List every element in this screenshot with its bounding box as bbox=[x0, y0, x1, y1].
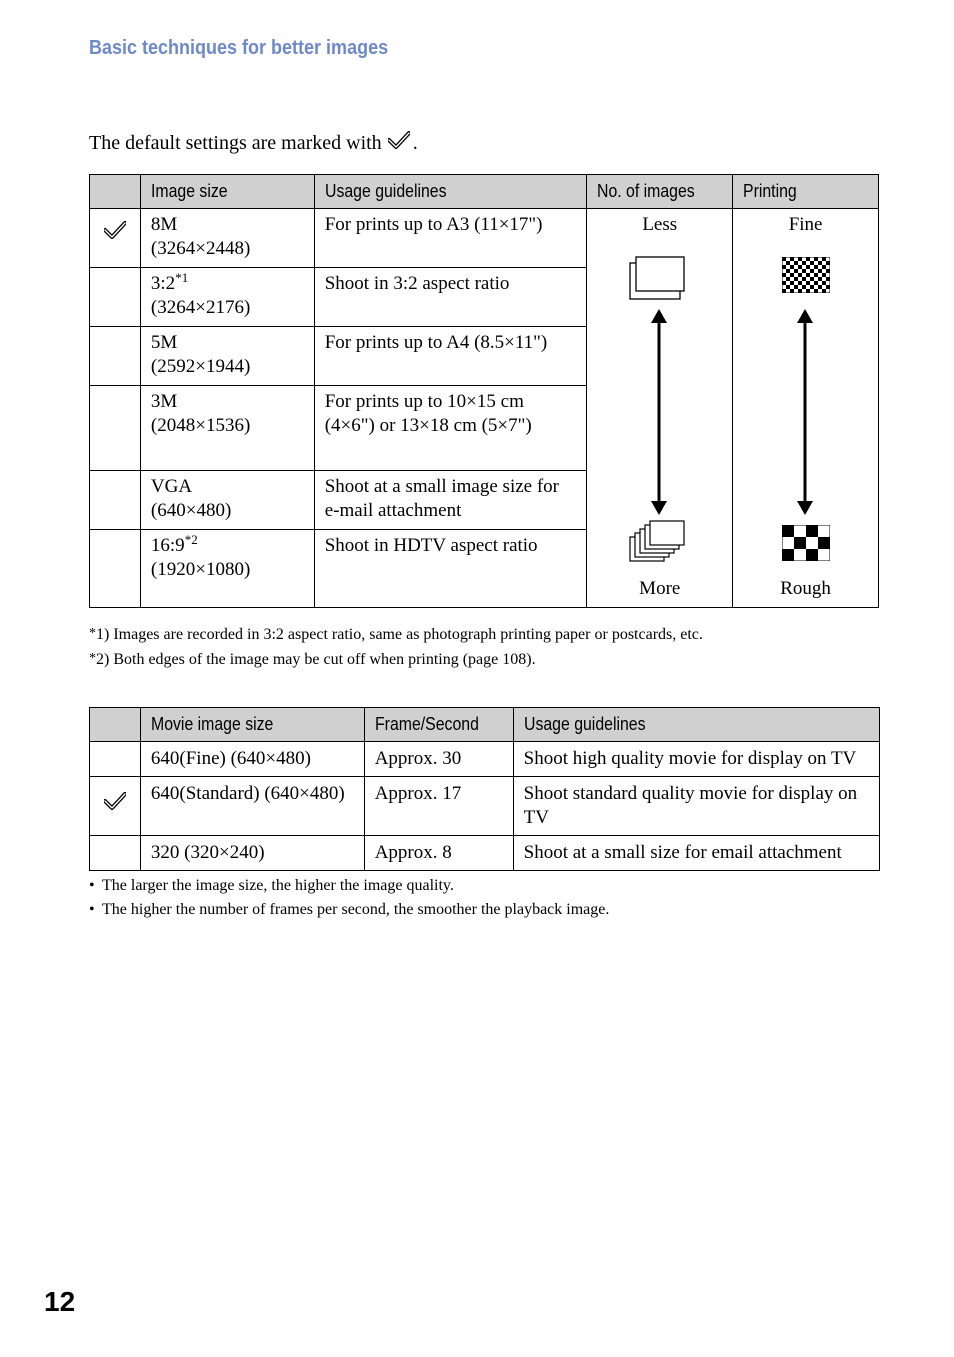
header-printing: Printing bbox=[733, 175, 879, 209]
fine-pattern-icon bbox=[782, 257, 830, 293]
header-usage-guidelines: Usage guidelines bbox=[314, 175, 587, 209]
check-cell bbox=[90, 836, 141, 871]
table-row bbox=[90, 209, 879, 268]
default-check-icon bbox=[388, 131, 410, 155]
header-check-column bbox=[90, 175, 141, 209]
usage-cell: Shoot at a small image size for e-mail attachment bbox=[314, 471, 587, 530]
single-image-icon bbox=[627, 255, 687, 303]
image-size-table bbox=[89, 174, 879, 608]
usage-cell: Shoot at a small size for email attachment bbox=[513, 836, 879, 871]
page-number: 12 bbox=[44, 1286, 76, 1317]
section-title: Basic techniques for better images bbox=[89, 37, 389, 59]
scale-less-label: Less bbox=[642, 214, 678, 235]
check-cell bbox=[90, 268, 141, 327]
scale-fine-label: Fine bbox=[788, 214, 823, 235]
header-image-size: Image size bbox=[140, 175, 314, 209]
check-cell bbox=[90, 386, 141, 471]
check-cell bbox=[90, 530, 141, 608]
movie-size-cell: 320 (320×240) bbox=[140, 836, 364, 871]
footnote-2: *2) Both edges of the image may be cut off when printing (page 108). bbox=[89, 651, 536, 668]
image-size-cell: 3M (2048×1536) bbox=[140, 386, 314, 471]
rough-pattern-icon bbox=[782, 525, 830, 561]
header-check-column bbox=[90, 708, 141, 742]
usage-cell: For prints up to 10×15 cm (4×6") or 13×18 cm (5×7") bbox=[314, 386, 587, 471]
header-frame-second: Frame/Second bbox=[364, 708, 513, 742]
usage-cell: Shoot high quality movie for display on TV bbox=[513, 742, 879, 777]
usage-cell: For prints up to A3 (11×17") bbox=[314, 209, 587, 268]
scale-rough-label: Rough bbox=[780, 578, 831, 599]
image-size-cell: 3:2$^{*1}$ (3264×2176) bbox=[140, 268, 314, 327]
image-size-cell: 8M (3264×2448) bbox=[140, 209, 314, 268]
list-item: • The higher the number of frames per second, the smoother the playback image. bbox=[89, 901, 610, 918]
movie-size-cell: 640(Fine) (640×480) bbox=[140, 742, 364, 777]
multiple-images-icon bbox=[627, 519, 689, 565]
check-cell bbox=[90, 471, 141, 530]
check-cell bbox=[90, 777, 141, 836]
image-size-cell: 5M (2592×1944) bbox=[140, 327, 314, 386]
printing-scale bbox=[733, 209, 879, 608]
fps-cell: Approx. 17 bbox=[364, 777, 513, 836]
usage-cell: Shoot in HDTV aspect ratio bbox=[314, 530, 587, 608]
notes-list bbox=[89, 877, 609, 925]
table-row bbox=[90, 836, 880, 871]
scale-more-label: More bbox=[639, 578, 681, 599]
default-check-icon bbox=[104, 792, 126, 810]
default-settings-note bbox=[89, 131, 418, 155]
check-cell bbox=[90, 742, 141, 777]
movie-size-cell: 640(Standard) (640×480) bbox=[140, 777, 364, 836]
default-check-icon bbox=[104, 221, 126, 239]
intro-text: The default settings are marked with bbox=[89, 131, 382, 154]
fps-cell: Approx. 30 bbox=[364, 742, 513, 777]
image-size-cell: VGA (640×480) bbox=[140, 471, 314, 530]
movie-table-header bbox=[90, 708, 880, 742]
list-item: • The larger the image size, the higher the image quality. bbox=[89, 877, 454, 894]
fps-cell: Approx. 8 bbox=[364, 836, 513, 871]
double-arrow-icon bbox=[651, 309, 667, 515]
intro-period: . bbox=[412, 131, 418, 154]
usage-cell: Shoot standard quality movie for display on TV bbox=[513, 777, 879, 836]
table-row bbox=[90, 742, 880, 777]
check-cell bbox=[90, 327, 141, 386]
image-size-table-header bbox=[90, 175, 879, 209]
double-arrow-icon bbox=[797, 309, 813, 515]
usage-cell: For prints up to A4 (8.5×11") bbox=[314, 327, 587, 386]
movie-size-table bbox=[89, 707, 880, 871]
table-row bbox=[90, 777, 880, 836]
usage-cell: Shoot in 3:2 aspect ratio bbox=[314, 268, 587, 327]
footnote-1: *1) Images are recorded in 3:2 aspect ratio, same as photograph printing paper or postcards, etc. bbox=[89, 626, 703, 643]
header-usage-guidelines: Usage guidelines bbox=[513, 708, 879, 742]
header-movie-image-size: Movie image size bbox=[140, 708, 364, 742]
no-of-images-scale bbox=[587, 209, 733, 608]
header-no-of-images: No. of images bbox=[587, 175, 733, 209]
image-size-cell: 16:9$^{*2}$ (1920×1080) bbox=[140, 530, 314, 608]
check-cell bbox=[90, 209, 141, 268]
